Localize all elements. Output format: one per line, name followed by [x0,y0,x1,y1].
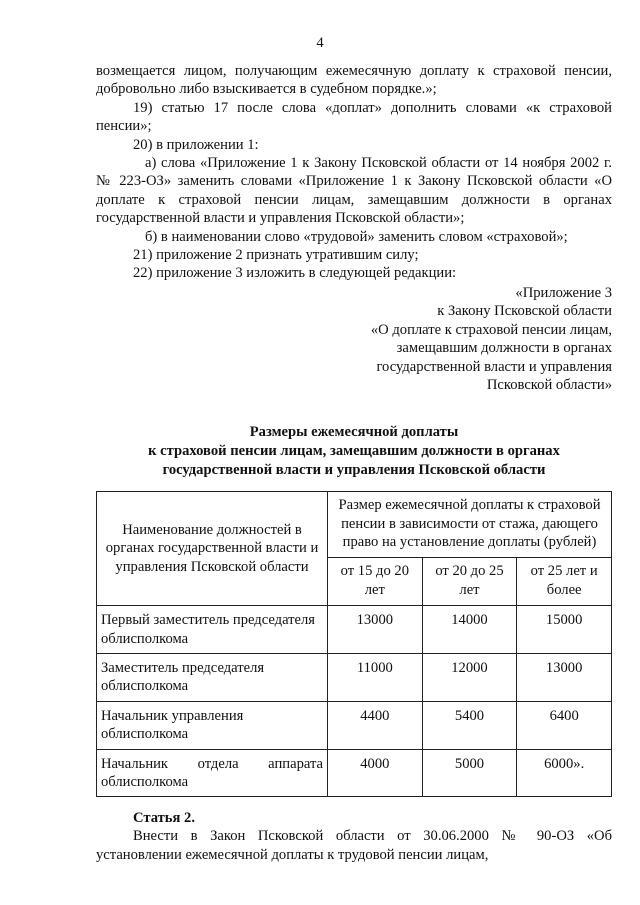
table-row [97,606,612,654]
paragraph-item-20: 20) в приложении 1: [133,136,259,153]
paragraph-continuation: возмещается лицом, получающим ежемесячную доплату к страховой пенсии, добровольно либо взыскивается в судебном порядке.»; [96,63,612,98]
appendix-header [96,284,612,394]
column-header-position: Наименование должностей в органах государственной власти и управления Псковской области [97,492,328,606]
table-title-line: к страховой пенсии лицам, замещавшим должности в органах [148,442,560,459]
row-value: 11000 [328,653,423,701]
column-header-25-plus: от 25 лет и более [517,558,612,606]
row-value: 15000 [517,606,612,654]
article-2 [96,809,612,864]
row-value: 4000 [328,749,423,797]
table-title [96,423,612,479]
row-value: 5000 [422,749,517,797]
column-group-header-amount: Размер ежемесячной доплаты к страховой пенсии в зависимости от стажа, дающего право на установление доплаты (рублей) [328,492,612,558]
pension-supplement-table [96,491,612,797]
article-heading: Статья 2. [133,810,195,826]
row-value: 6400 [517,701,612,749]
row-value: 6000». [517,749,612,797]
paragraph-item-20b: б) в наименовании слово «трудовой» заменить словом «страховой»; [145,228,568,245]
row-value: 14000 [422,606,517,654]
paragraph-item-20a: а) слова «Приложение 1 к Закону Псковской области от 14 ноября 2002 г. № 223-ОЗ» заменить словами «Приложение 1 к Закону Псковской области «О доплате к страховой пенсии лицам, замещавшим должности в органах государственной власти и управления Псковской области»; [96,155,612,227]
table-row [97,653,612,701]
appendix-line: к Закону Псковской области [437,303,612,320]
paragraph-item-19: 19) статью 17 после слова «доплат» дополнить словами «к страховой пенсии»; [96,99,612,135]
column-header-20-25: от 20 до 25 лет [422,558,517,606]
paragraph-item-21: 21) приложение 2 признать утратившим силу; [133,247,419,264]
column-header-15-20: от 15 до 20 лет [328,558,423,606]
row-position: Первый заместитель председателя облисполкома [97,606,328,654]
row-value: 13000 [328,606,423,654]
paragraph-item-22: 22) приложение 3 изложить в следующей редакции: [133,265,457,282]
appendix-line: государственной власти и управления [376,358,612,375]
table-row [97,701,612,749]
page-number: 4 [316,35,324,51]
document-body [96,62,612,797]
appendix-line: «Приложение 3 [515,284,612,301]
row-position: Начальник управления облисполкома [97,701,328,749]
appendix-line: «О доплате к страховой пенсии лицам, [370,321,612,338]
appendix-line: Псковской области» [486,376,612,393]
article-text: Внести в Закон Псковской области от 30.06.2000 № 90-ОЗ «Об установлении ежемесячной доплаты к трудовой пенсии лицам, [96,828,612,863]
table-row [97,749,612,797]
row-value: 5400 [422,701,517,749]
row-value: 13000 [517,653,612,701]
table-title-line: Размеры ежемесячной доплаты [249,424,459,441]
row-position: Заместитель председателя облисполкома [97,653,328,701]
appendix-line: замещавшим должности в органах [396,340,612,357]
row-position: Начальник отдела аппарата облисполкома [97,749,328,797]
row-value: 12000 [422,653,517,701]
row-value: 4400 [328,701,423,749]
table-title-line: государственной власти и управления Псковской области [162,461,546,478]
